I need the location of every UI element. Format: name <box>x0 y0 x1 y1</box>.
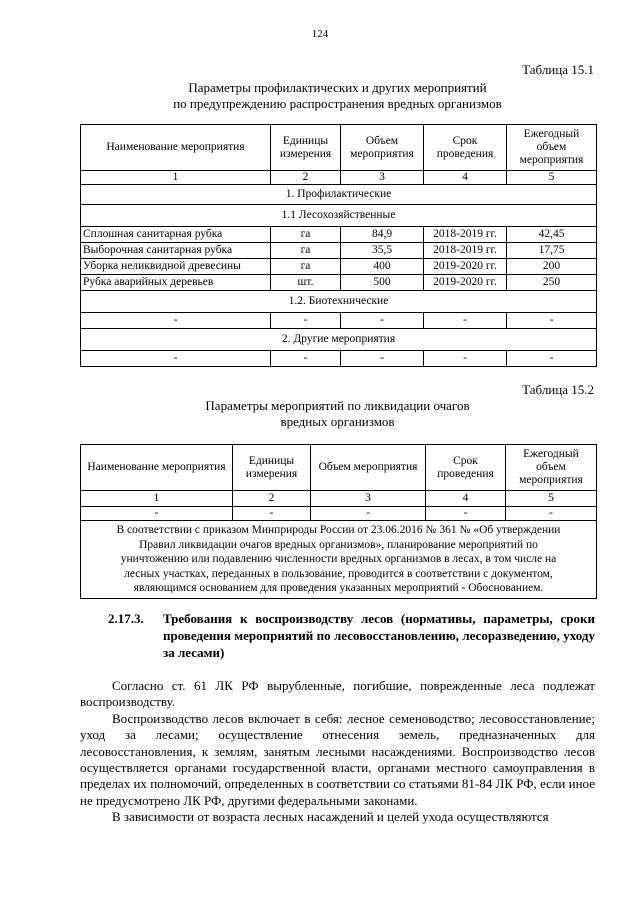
table1-num-3: 3 <box>341 171 424 185</box>
table1-header-row <box>81 125 597 171</box>
table2-note-line: лесных участках, переданных в пользование, проводится в соответствии с документом, <box>124 567 553 580</box>
table-row <box>81 351 597 367</box>
table1-section-1-1: 1.1 Лесохозяйственные <box>81 205 597 227</box>
table-cell: 250 <box>507 275 597 291</box>
table2-header-row <box>81 445 597 491</box>
table-cell: - <box>271 313 341 329</box>
section-number: 2.17.3. <box>108 611 144 626</box>
table-cell: - <box>271 351 341 367</box>
table-row <box>81 243 597 259</box>
body-text <box>80 678 595 826</box>
table2-num-3: 3 <box>311 491 426 507</box>
table2-note-line: уничтожению или подавлению численности вредных организмов в лесах, в том числе на <box>120 553 557 565</box>
table1-title-line1: Параметры профилактических и других мероприятий <box>188 80 487 95</box>
table-cell: га <box>271 227 341 243</box>
table1-label: Таблица 15.1 <box>522 62 594 77</box>
table2-header-name: Наименование мероприятия <box>81 445 233 491</box>
table-cell: 2018-2019 гг. <box>424 243 507 259</box>
table-cell: 200 <box>507 259 597 275</box>
table2-num-5: 5 <box>506 491 597 507</box>
table-cell: 400 <box>341 259 424 275</box>
table-cell: - <box>341 351 424 367</box>
table-cell: 2019-2020 гг. <box>424 259 507 275</box>
table1-header-units: Единицы измерения <box>271 125 341 171</box>
table1-title-line2: по предупреждению распространения вредных организмов <box>173 96 502 111</box>
table-cell: 84,9 <box>341 227 424 243</box>
table-cell: - <box>424 313 507 329</box>
table2-title-line2: вредных организмов <box>280 414 395 429</box>
table-cell: 42,45 <box>507 227 597 243</box>
table-cell: - <box>311 507 426 521</box>
table1-number-row <box>81 171 597 185</box>
paragraph: Согласно ст. 61 ЛК РФ вырубленные, погибшие, поврежденные леса подлежат воспроизводству. <box>80 678 595 710</box>
table-cell: - <box>81 313 271 329</box>
table-cell: га <box>271 259 341 275</box>
page-number: 124 <box>311 28 329 40</box>
table1-num-2: 2 <box>271 171 341 185</box>
table-cell: 35,5 <box>341 243 424 259</box>
table-cell: - <box>424 351 507 367</box>
table2-title-line1: Параметры мероприятий по ликвидации очагов <box>205 398 470 413</box>
table1-section-1-2: 1.2. Биотехнические <box>81 291 597 313</box>
table-cell: Рубка аварийных деревьев <box>81 275 271 291</box>
table-cell: 2019-2020 гг. <box>424 275 507 291</box>
paragraph: В зависимости от возраста лесных насаждений и целей ухода осуществляются <box>112 809 549 825</box>
table1-title <box>80 80 595 112</box>
table2-num-4: 4 <box>426 491 506 507</box>
section-heading <box>108 610 595 661</box>
table2-header-annual: Ежегодный объем мероприятия <box>506 445 597 491</box>
table-row <box>81 259 597 275</box>
table1-header-annual: Ежегодный объем мероприятия <box>507 125 597 171</box>
table-cell: шт. <box>271 275 341 291</box>
table2-header-volume: Объем мероприятия <box>311 445 426 491</box>
table-cell: Сплошная санитарная рубка <box>81 227 271 243</box>
table2-num-2: 2 <box>233 491 311 507</box>
table1-num-4: 4 <box>424 171 507 185</box>
table1-header-period: Срок проведения <box>424 125 507 171</box>
table1-header-name: Наименование мероприятия <box>81 125 271 171</box>
table-cell: - <box>233 507 311 521</box>
table-row <box>81 275 597 291</box>
table-row <box>81 313 597 329</box>
table1 <box>80 124 597 367</box>
table2-number-row <box>81 491 597 507</box>
table2-note-line: В соответствии с приказом Минприроды России от 23.06.2016 № 361 № «Об утверждении <box>116 524 561 536</box>
table-cell: - <box>426 507 506 521</box>
table2-note-line: Правил ликвидации очагов вредных организмов», планирование мероприятий по <box>139 538 538 551</box>
table1-num-1: 1 <box>81 171 271 185</box>
table-cell: - <box>341 313 424 329</box>
table2-title <box>80 398 595 430</box>
table-cell: - <box>81 507 233 521</box>
table2 <box>80 444 597 599</box>
table2-header-period: Срок проведения <box>426 445 506 491</box>
table1-section-2: 2. Другие мероприятия <box>81 329 597 351</box>
table-cell: - <box>507 351 597 367</box>
table1-header-volume: Объем мероприятия <box>341 125 424 171</box>
section-title: Требования к воспроизводству лесов (нормативы, параметры, сроки проведения мероприятий по лесовосстановлению, лесоразведению, уходу за лесами) <box>163 611 595 660</box>
table2-label: Таблица 15.2 <box>522 382 594 397</box>
table2-note-line: являющимся основанием для проведения указанных мероприятий - Обоснованием. <box>133 582 544 594</box>
paragraph: Воспроизводство лесов включает в себя: лесное семеноводство; лесовосстановление; уход за лесами; осуществление отнесения земель, предназначенных для лесовосстановления, к землям, занятым лесными насаждениями. Воспроизводство лесов осуществляется органами государственной власти, органами местного самоуправления в пределах их полномочий, определенных в соответствии со статьями 81-84 ЛК РФ, если иное не предусмотрено ЛК РФ, другими федеральными законами. <box>80 710 595 808</box>
table2-num-1: 1 <box>81 491 233 507</box>
table2-note <box>81 521 597 599</box>
table-cell: 17,75 <box>507 243 597 259</box>
table-cell: - <box>507 313 597 329</box>
table1-section-1: 1. Профилактические <box>81 185 597 205</box>
table-cell: 2018-2019 гг. <box>424 227 507 243</box>
table-row <box>81 227 597 243</box>
table-cell: 500 <box>341 275 424 291</box>
table-cell: Выборочная санитарная рубка <box>81 243 271 259</box>
table-cell: - <box>81 351 271 367</box>
table-cell: - <box>506 507 597 521</box>
table2-header-units: Единицы измерения <box>233 445 311 491</box>
table-cell: га <box>271 243 341 259</box>
table-row <box>81 507 597 521</box>
table-cell: Уборка неликвидной древесины <box>81 259 271 275</box>
table1-num-5: 5 <box>507 171 597 185</box>
